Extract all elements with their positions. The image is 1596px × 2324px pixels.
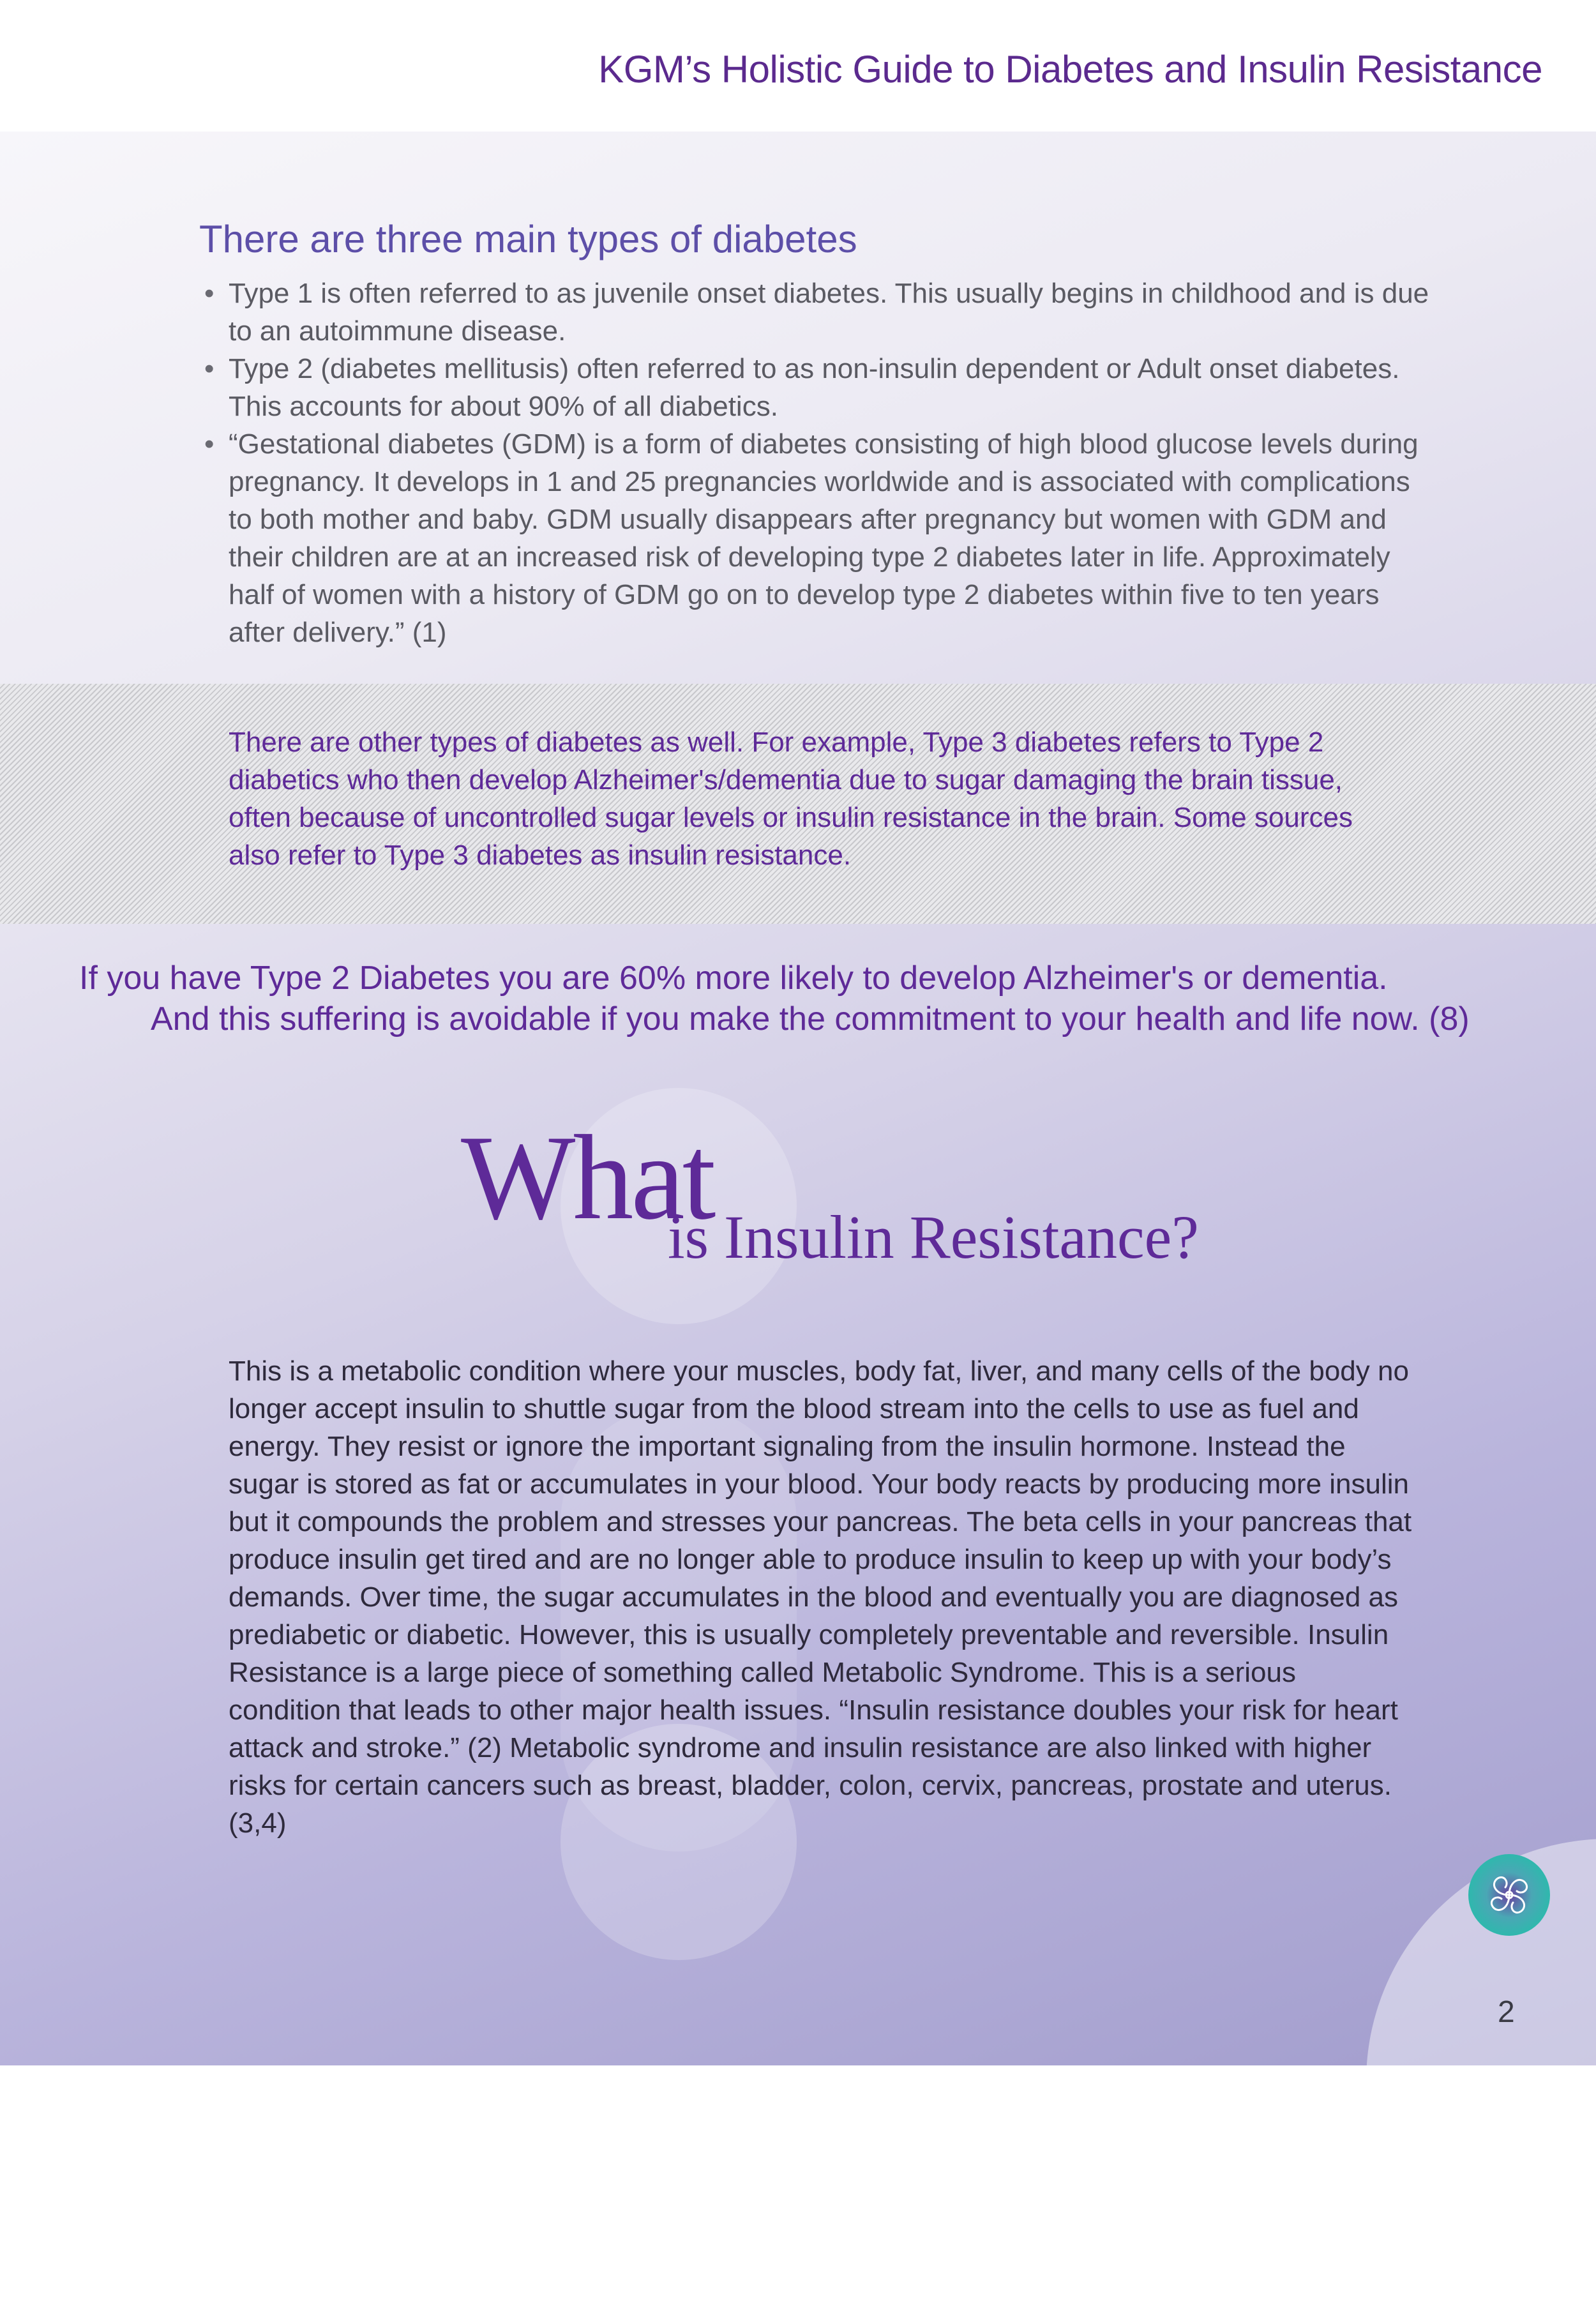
title-insulin-resistance: is Insulin Resistance?: [668, 1203, 1199, 1271]
insulin-resistance-body: This is a metabolic condition where your muscles, body fat, liver, and many cells of the body no longer accept insulin to shuttle sugar from the blood stream into the cells to use as fuel and energy. They resist or ignore the important signaling from the insulin hormone. Instead the sugar is stored as fat or accumulates in your blood. Your body reacts by producing more insulin but it compounds the problem and stresses your pancreas. The beta cells in your pancreas that produce insulin get tired and are no longer able to produce insulin to keep up with your body’s demands. Over time, the sugar accumulates in the blood and eventually you are diagnosed as prediabetic or diabetic. However, this is usually completely preventable and reversible. Insulin Resistance is a large piece of something called Metabolic Syndrome. This is a serious condition that leads to other major health issues. “Insulin resistance doubles your risk for heart attack and stroke.” (2) Metabolic syndrome and insulin resistance are also linked with higher risks for certain cancers such as breast, bladder, colon, cervix, pancreas, prostate and uterus. (3,4): [229, 1355, 1412, 1839]
list-item-gestational: • “Gestational diabetes (GDM) is a form of diabetes consisting of high blood glucose levels during pregnancy. It develops in 1 and 25 pregnancies worldwide and is associated with complications to both mother and baby. GDM usually disappears after pregnancy but women with GDM and their children are at an increased risk of developing type 2 diabetes later in life. Approximately half of women with a history of GDM go on to develop type 2 diabetes within five to ten years after delivery.” (1): [199, 425, 1438, 651]
diabetes-types-list: [199, 275, 1438, 651]
page-number: 2: [1498, 1995, 1515, 2029]
callout-line-2: And this suffering is avoidable if you make the commitment to your health and life now. (8): [151, 1000, 1470, 1038]
list-item-type-1: • Type 1 is often referred to as juvenile onset diabetes. This usually begins in childhood and is due to an autoimmune disease.: [199, 275, 1438, 350]
document-header-title: KGM’s Holistic Guide to Diabetes and Insulin Resistance: [598, 48, 1542, 91]
types-heading: There are three main types of diabetes: [199, 218, 857, 260]
other-types-note: There are other types of diabetes as well. For example, Type 3 diabetes refers to Type 2 diabetics who then develop Alzheimer's/dementia due to sugar damaging the brain tissue, often because of uncontrolled sugar levels or insulin resistance in the brain. Some sources also refer to Type 3 diabetes as insulin resistance.: [229, 727, 1353, 871]
title-what: What: [461, 1111, 714, 1245]
list-item-type-2: • Type 2 (diabetes mellitusis) often referred to as non-insulin dependent or Adult onset diabetes. This accounts for about 90% of all diabetics.: [199, 350, 1438, 425]
callout-line-1: If you have Type 2 Diabetes you are 60% more likely to develop Alzheimer's or dementia.: [79, 960, 1388, 997]
mandala-logo-icon: [1467, 1853, 1551, 1937]
